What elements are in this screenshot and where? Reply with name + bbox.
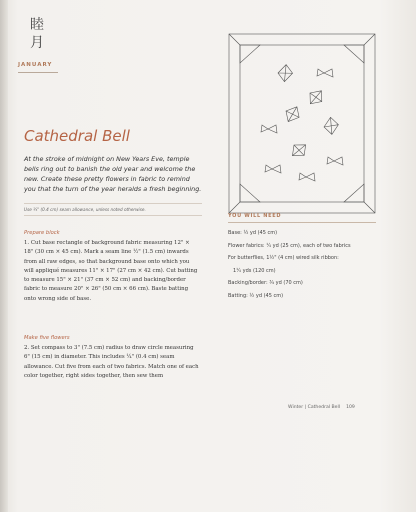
corner-fold-top-left	[240, 45, 260, 63]
quilt-outer-border	[229, 34, 375, 213]
bell-flower-2	[307, 87, 326, 107]
intro-text: At the stroke of midnight on New Years Eve, temple bells ring out to banish the old year and welcome the new. Create these pretty flowers in fabric to remind you that the turn of the year heralds a fresh beginning.	[24, 155, 202, 193]
page-number: 109	[346, 405, 355, 410]
corner-fold-bottom-right	[344, 184, 364, 202]
section-text-prepare-block: 1. Cut base rectangle of background fabric measuring 12" × 18" (30 cm × 45 cm). Mark a seam line ½" (1.5 cm) inwards from all raw edges, so that background base onto which you will appliqué measures 11" × 17" (27 cm × 42 cm). Cut batting to measure 15" × 21" (37 cm × 52 cm) and backing/border fabric to measure 20" × 26" (50 cm × 66 cm). Baste batting onto wrong side of base.	[24, 240, 198, 302]
materials-item: 1¼ yds (120 cm)	[233, 267, 276, 274]
materials-item: Flower fabrics: ¼ yd (25 cm), each of two fabrics	[228, 242, 351, 249]
materials-list	[228, 227, 378, 302]
section-heading-prepare-block: Prepare block	[24, 230, 60, 236]
you-will-need-divider	[228, 222, 376, 223]
note-divider-top	[24, 203, 202, 204]
materials-item: Backing/border: ¾ yd (70 cm)	[228, 280, 303, 286]
running-head: Winter | Cathedral Bell	[288, 405, 341, 410]
corner-fold-bottom-left	[240, 184, 260, 202]
section-text-make-five-flowers: 2. Set compass to 3" (7.5 cm) radius to draw circle measuring 6" (15 cm) in diameter. This includes ¼" (0.4 cm) seam allowance. Cut five from each of two fabrics. Match one of each color together, right sides together, then sew them	[24, 345, 199, 379]
quilt-diagram	[228, 33, 376, 214]
seam-allowance-note: Use ¼" (0.4 cm) seam allowance, unless noted otherwise.	[24, 207, 146, 212]
you-will-need-title: YOU WILL NEED	[228, 213, 282, 219]
bell-flower-5	[289, 140, 309, 161]
butterfly-5	[299, 173, 315, 181]
materials-item: Batting: ½ yd (45 cm)	[228, 292, 284, 299]
kanji-char-2: 月	[30, 35, 44, 51]
butterfly-4	[265, 165, 281, 173]
page-footer	[288, 405, 355, 410]
page-title: Cathedral Bell	[24, 127, 130, 145]
section-heading-make-five-flowers: Make five flowers	[24, 335, 70, 341]
month-divider	[18, 72, 58, 73]
kanji-char-1: 睦	[30, 17, 44, 33]
materials-item: Base: ½ yd (45 cm)	[228, 230, 278, 236]
butterfly-1	[317, 69, 333, 77]
kanji-month-name	[30, 16, 48, 52]
butterfly-2	[261, 125, 277, 133]
corner-fold-top-right	[344, 45, 364, 63]
butterfly-3	[327, 157, 343, 165]
bell-flower-1	[276, 64, 294, 83]
bell-flower-4	[321, 116, 340, 136]
month-label: JANUARY	[18, 62, 53, 68]
book-spine-shadow	[0, 0, 8, 512]
materials-item: For butterflies, 1½" (4 cm) wired silk ribbon:	[228, 255, 339, 261]
bell-flower-3	[284, 105, 301, 123]
note-divider-bottom	[24, 215, 202, 216]
